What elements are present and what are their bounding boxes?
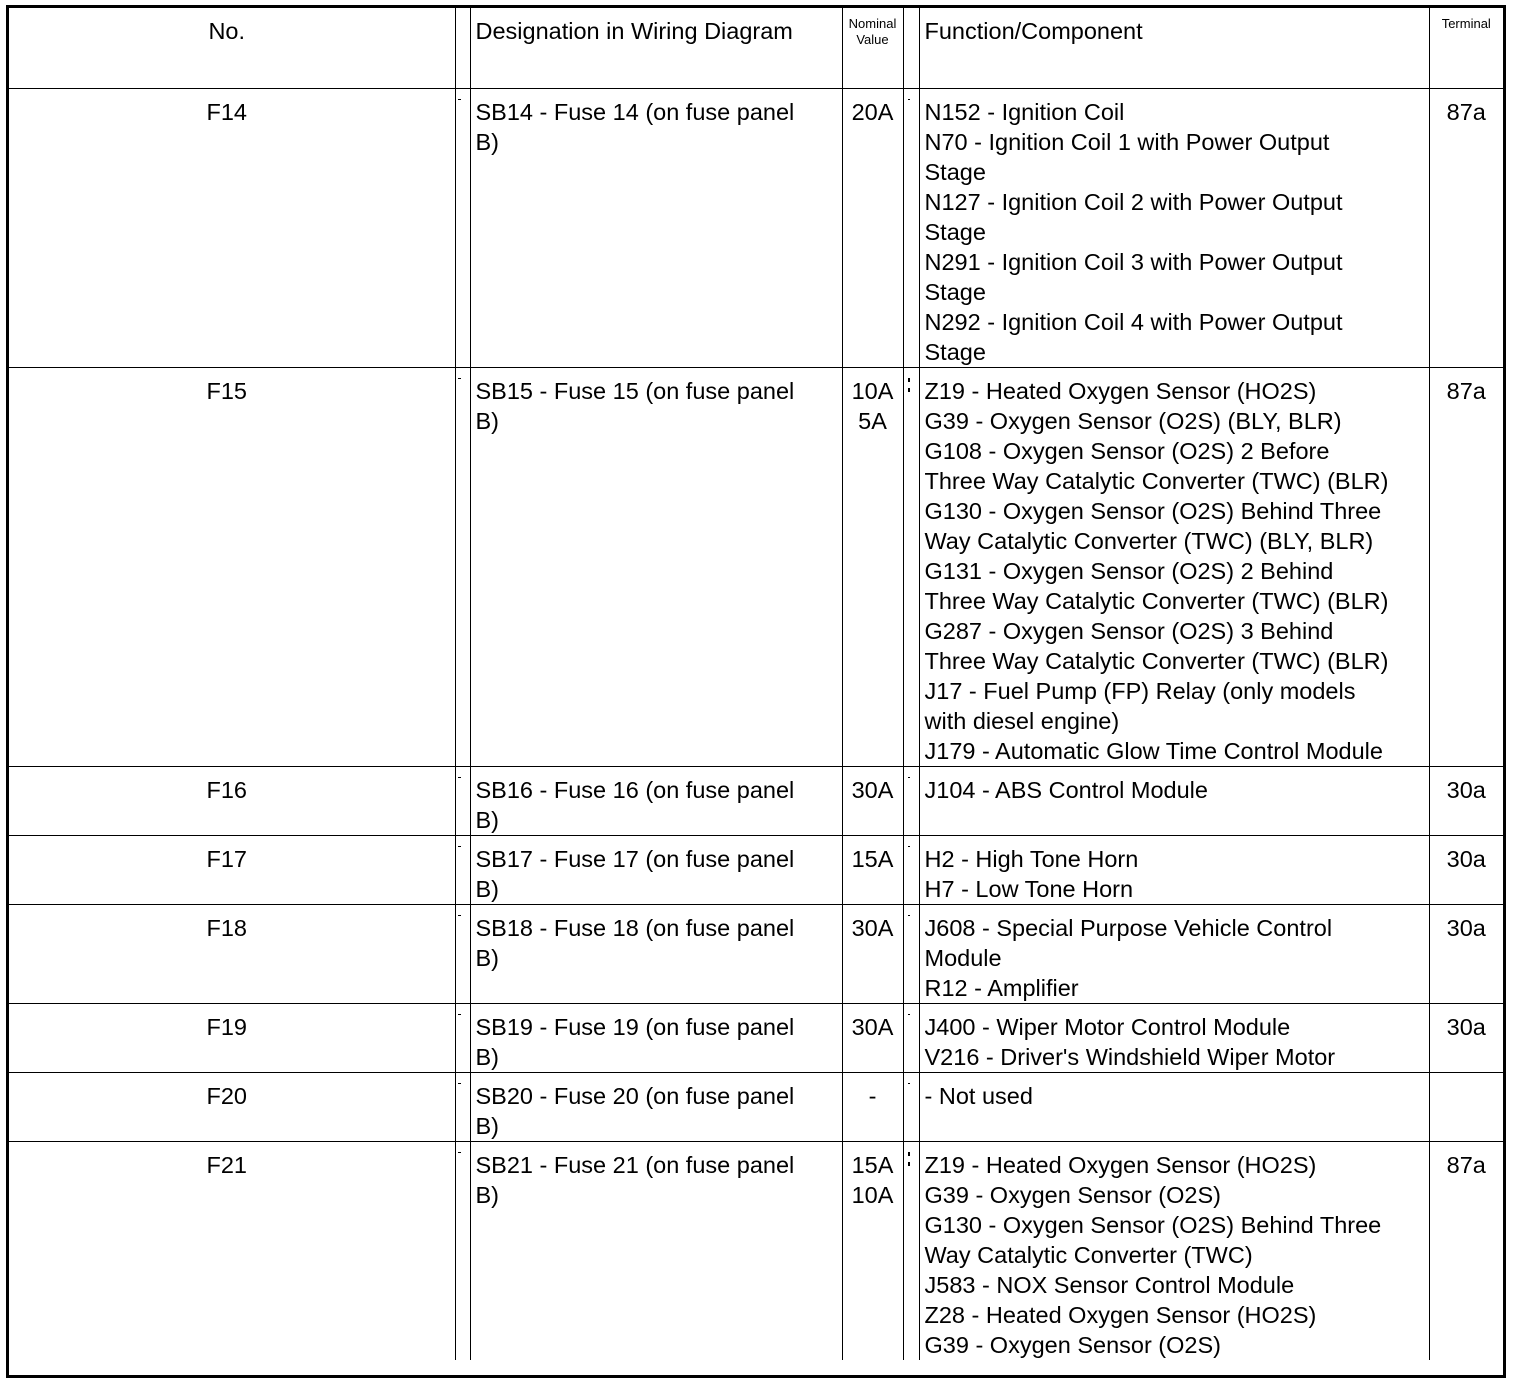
- designation-cell: [470, 1073, 842, 1142]
- function-line: J17 - Fuel Pump (FP) Relay (only models: [924, 678, 1356, 704]
- row-tick-mark: [455, 1004, 470, 1073]
- tick-mark: [908, 1162, 910, 1166]
- fuse-number: F17: [9, 836, 455, 905]
- designation-cell: [470, 836, 842, 905]
- row-tick-mark-2: [903, 836, 919, 905]
- designation-line: SB17 - Fuse 17 (on fuse panel: [475, 846, 795, 872]
- terminal-cell: 30a: [1429, 836, 1503, 905]
- tick-mark: [908, 378, 910, 382]
- nominal-value: 5A: [858, 408, 887, 434]
- table-row: [9, 767, 1503, 836]
- fuse-number: F18: [9, 905, 455, 1004]
- nominal-value: 30A: [851, 777, 894, 803]
- fuse-table-sheet: [6, 5, 1506, 1378]
- designation-cell: [470, 1142, 842, 1361]
- designation-line: SB15 - Fuse 15 (on fuse panel: [475, 378, 795, 404]
- nominal-value-cell: [842, 767, 903, 836]
- function-line: J583 - NOX Sensor Control Module: [924, 1272, 1295, 1298]
- header-spacer-2: [903, 8, 919, 89]
- fuse-number: F21: [9, 1142, 455, 1361]
- function-line: N127 - Ignition Coil 2 with Power Output: [924, 189, 1343, 215]
- fuse-number: F15: [9, 368, 455, 767]
- function-line: H7 - Low Tone Horn: [924, 876, 1134, 902]
- nominal-value-cell: [842, 368, 903, 767]
- nominal-value-cell: [842, 1142, 903, 1361]
- row-tick-mark-2: [903, 1004, 919, 1073]
- function-line: Three Way Catalytic Converter (TWC) (BLR): [924, 588, 1389, 614]
- nominal-value: 10A: [851, 1182, 894, 1208]
- function-line: H2 - High Tone Horn: [924, 846, 1139, 872]
- nominal-value-cell: [842, 1004, 903, 1073]
- terminal-cell: 87a: [1429, 89, 1503, 368]
- nominal-value-cell: [842, 1073, 903, 1142]
- header-designation: Designation in Wiring Diagram: [470, 8, 842, 89]
- function-line: G130 - Oxygen Sensor (O2S) Behind Three: [924, 1212, 1382, 1238]
- tick-mark: [908, 388, 910, 392]
- function-line: V216 - Driver's Windshield Wiper Motor: [924, 1044, 1336, 1070]
- function-line: N292 - Ignition Coil 4 with Power Output: [924, 309, 1343, 335]
- function-line: G39 - Oxygen Sensor (O2S) (BLY, BLR): [924, 408, 1342, 434]
- function-line: J400 - Wiper Motor Control Module: [924, 1014, 1291, 1040]
- nominal-value-cell: [842, 836, 903, 905]
- function-line: Way Catalytic Converter (TWC): [924, 1242, 1253, 1268]
- function-cell: [919, 836, 1429, 905]
- function-line: with diesel engine): [924, 708, 1120, 734]
- function-line: Z19 - Heated Oxygen Sensor (HO2S): [924, 378, 1317, 404]
- nominal-value: 10A: [851, 378, 894, 404]
- function-line: Stage: [924, 219, 986, 245]
- row-tick-mark-2: [903, 1142, 919, 1361]
- fuse-number: F14: [9, 89, 455, 368]
- function-cell: [919, 1073, 1429, 1142]
- designation-line: SB16 - Fuse 16 (on fuse panel: [475, 777, 795, 803]
- nominal-value: 30A: [851, 1014, 894, 1040]
- fuse-number: F19: [9, 1004, 455, 1073]
- function-line: G39 - Oxygen Sensor (O2S): [924, 1182, 1221, 1208]
- tick-mark: [908, 777, 910, 778]
- function-cell: [919, 905, 1429, 1004]
- function-line: N152 - Ignition Coil: [924, 99, 1125, 125]
- fuse-table: [9, 8, 1503, 1360]
- row-tick-mark: [455, 1073, 470, 1142]
- function-line: Three Way Catalytic Converter (TWC) (BLR): [924, 648, 1389, 674]
- function-line: Stage: [924, 159, 986, 185]
- terminal-cell: 87a: [1429, 368, 1503, 767]
- table-row: [9, 368, 1503, 767]
- function-line: J179 - Automatic Glow Time Control Module: [924, 738, 1383, 764]
- tick-mark: [908, 915, 910, 916]
- header-terminal: Terminal: [1429, 8, 1503, 89]
- table-row: [9, 905, 1503, 1004]
- row-tick-mark: [455, 905, 470, 1004]
- function-line: Stage: [924, 339, 986, 365]
- table-header-row: [9, 8, 1503, 89]
- header-nominal-value: [842, 8, 903, 89]
- function-line: - Not used: [924, 1083, 1033, 1109]
- tick-mark: [458, 378, 461, 379]
- row-tick-mark-2: [903, 767, 919, 836]
- designation-line: B): [475, 876, 499, 902]
- nominal-value-cell: [842, 905, 903, 1004]
- fuse-number: F20: [9, 1073, 455, 1142]
- function-line: G131 - Oxygen Sensor (O2S) 2 Behind: [924, 558, 1334, 584]
- header-no: No.: [9, 8, 455, 89]
- designation-line: SB14 - Fuse 14 (on fuse panel: [475, 99, 795, 125]
- header-function: Function/Component: [919, 8, 1429, 89]
- tick-mark: [458, 1014, 461, 1015]
- row-tick-mark-2: [903, 368, 919, 767]
- function-cell: [919, 368, 1429, 767]
- row-tick-mark: [455, 1142, 470, 1361]
- table-row: [9, 1142, 1503, 1361]
- function-line: R12 - Amplifier: [924, 975, 1079, 1001]
- designation-line: SB18 - Fuse 18 (on fuse panel: [475, 915, 795, 941]
- function-cell: [919, 1142, 1429, 1361]
- designation-line: B): [475, 408, 499, 434]
- tick-mark: [458, 1152, 461, 1153]
- tick-mark: [908, 846, 910, 847]
- designation-line: B): [475, 1044, 499, 1070]
- function-line: Z28 - Heated Oxygen Sensor (HO2S): [924, 1302, 1317, 1328]
- row-tick-mark-2: [903, 905, 919, 1004]
- designation-line: B): [475, 1182, 499, 1208]
- table-row: [9, 836, 1503, 905]
- terminal-cell: 30a: [1429, 905, 1503, 1004]
- function-line: G39 - Oxygen Sensor (O2S): [924, 1332, 1221, 1358]
- designation-line: B): [475, 129, 499, 155]
- tick-mark: [458, 915, 461, 916]
- row-tick-mark: [455, 89, 470, 368]
- designation-line: B): [475, 807, 499, 833]
- tick-mark: [458, 99, 461, 100]
- row-tick-mark: [455, 368, 470, 767]
- designation-cell: [470, 905, 842, 1004]
- nominal-value: 20A: [851, 99, 894, 125]
- designation-cell: [470, 89, 842, 368]
- terminal-cell: [1429, 1073, 1503, 1142]
- designation-line: B): [475, 945, 499, 971]
- header-spacer-1: [455, 8, 470, 89]
- table-row: [9, 89, 1503, 368]
- tick-mark: [908, 1152, 910, 1156]
- function-line: Module: [924, 945, 1002, 971]
- function-line: Way Catalytic Converter (TWC) (BLY, BLR): [924, 528, 1374, 554]
- tick-mark: [458, 1083, 461, 1084]
- function-line: Three Way Catalytic Converter (TWC) (BLR): [924, 468, 1389, 494]
- function-cell: [919, 1004, 1429, 1073]
- nominal-value: 15A: [851, 846, 894, 872]
- designation-line: SB19 - Fuse 19 (on fuse panel: [475, 1014, 795, 1040]
- designation-cell: [470, 1004, 842, 1073]
- fuse-number: F16: [9, 767, 455, 836]
- nominal-value-cell: [842, 89, 903, 368]
- nominal-value: -: [868, 1083, 877, 1109]
- tick-mark: [908, 1083, 910, 1084]
- tick-mark: [458, 846, 461, 847]
- function-line: Stage: [924, 279, 986, 305]
- function-line: N291 - Ignition Coil 3 with Power Output: [924, 249, 1343, 275]
- function-line: G287 - Oxygen Sensor (O2S) 3 Behind: [924, 618, 1334, 644]
- nominal-value: 15A: [851, 1152, 894, 1178]
- tick-mark: [908, 1014, 910, 1015]
- table-row: [9, 1004, 1503, 1073]
- header-nominal-line1: Nominal: [848, 16, 897, 31]
- table-row: [9, 1073, 1503, 1142]
- designation-line: SB21 - Fuse 21 (on fuse panel: [475, 1152, 795, 1178]
- function-cell: [919, 89, 1429, 368]
- designation-cell: [470, 767, 842, 836]
- terminal-cell: 30a: [1429, 1004, 1503, 1073]
- function-line: J608 - Special Purpose Vehicle Control: [924, 915, 1333, 941]
- function-cell: [919, 767, 1429, 836]
- nominal-value: 30A: [851, 915, 894, 941]
- tick-mark: [908, 99, 910, 100]
- function-line: N70 - Ignition Coil 1 with Power Output: [924, 129, 1330, 155]
- function-line: G130 - Oxygen Sensor (O2S) Behind Three: [924, 498, 1382, 524]
- designation-cell: [470, 368, 842, 767]
- row-tick-mark: [455, 767, 470, 836]
- function-line: J104 - ABS Control Module: [924, 777, 1208, 803]
- row-tick-mark-2: [903, 1073, 919, 1142]
- designation-line: B): [475, 1113, 499, 1139]
- tick-mark: [458, 777, 461, 778]
- designation-line: SB20 - Fuse 20 (on fuse panel: [475, 1083, 795, 1109]
- function-line: G108 - Oxygen Sensor (O2S) 2 Before: [924, 438, 1330, 464]
- terminal-cell: 87a: [1429, 1142, 1503, 1361]
- function-line: Z19 - Heated Oxygen Sensor (HO2S): [924, 1152, 1317, 1178]
- row-tick-mark-2: [903, 89, 919, 368]
- row-tick-mark: [455, 836, 470, 905]
- header-nominal-line2: Value: [856, 32, 889, 47]
- terminal-cell: 30a: [1429, 767, 1503, 836]
